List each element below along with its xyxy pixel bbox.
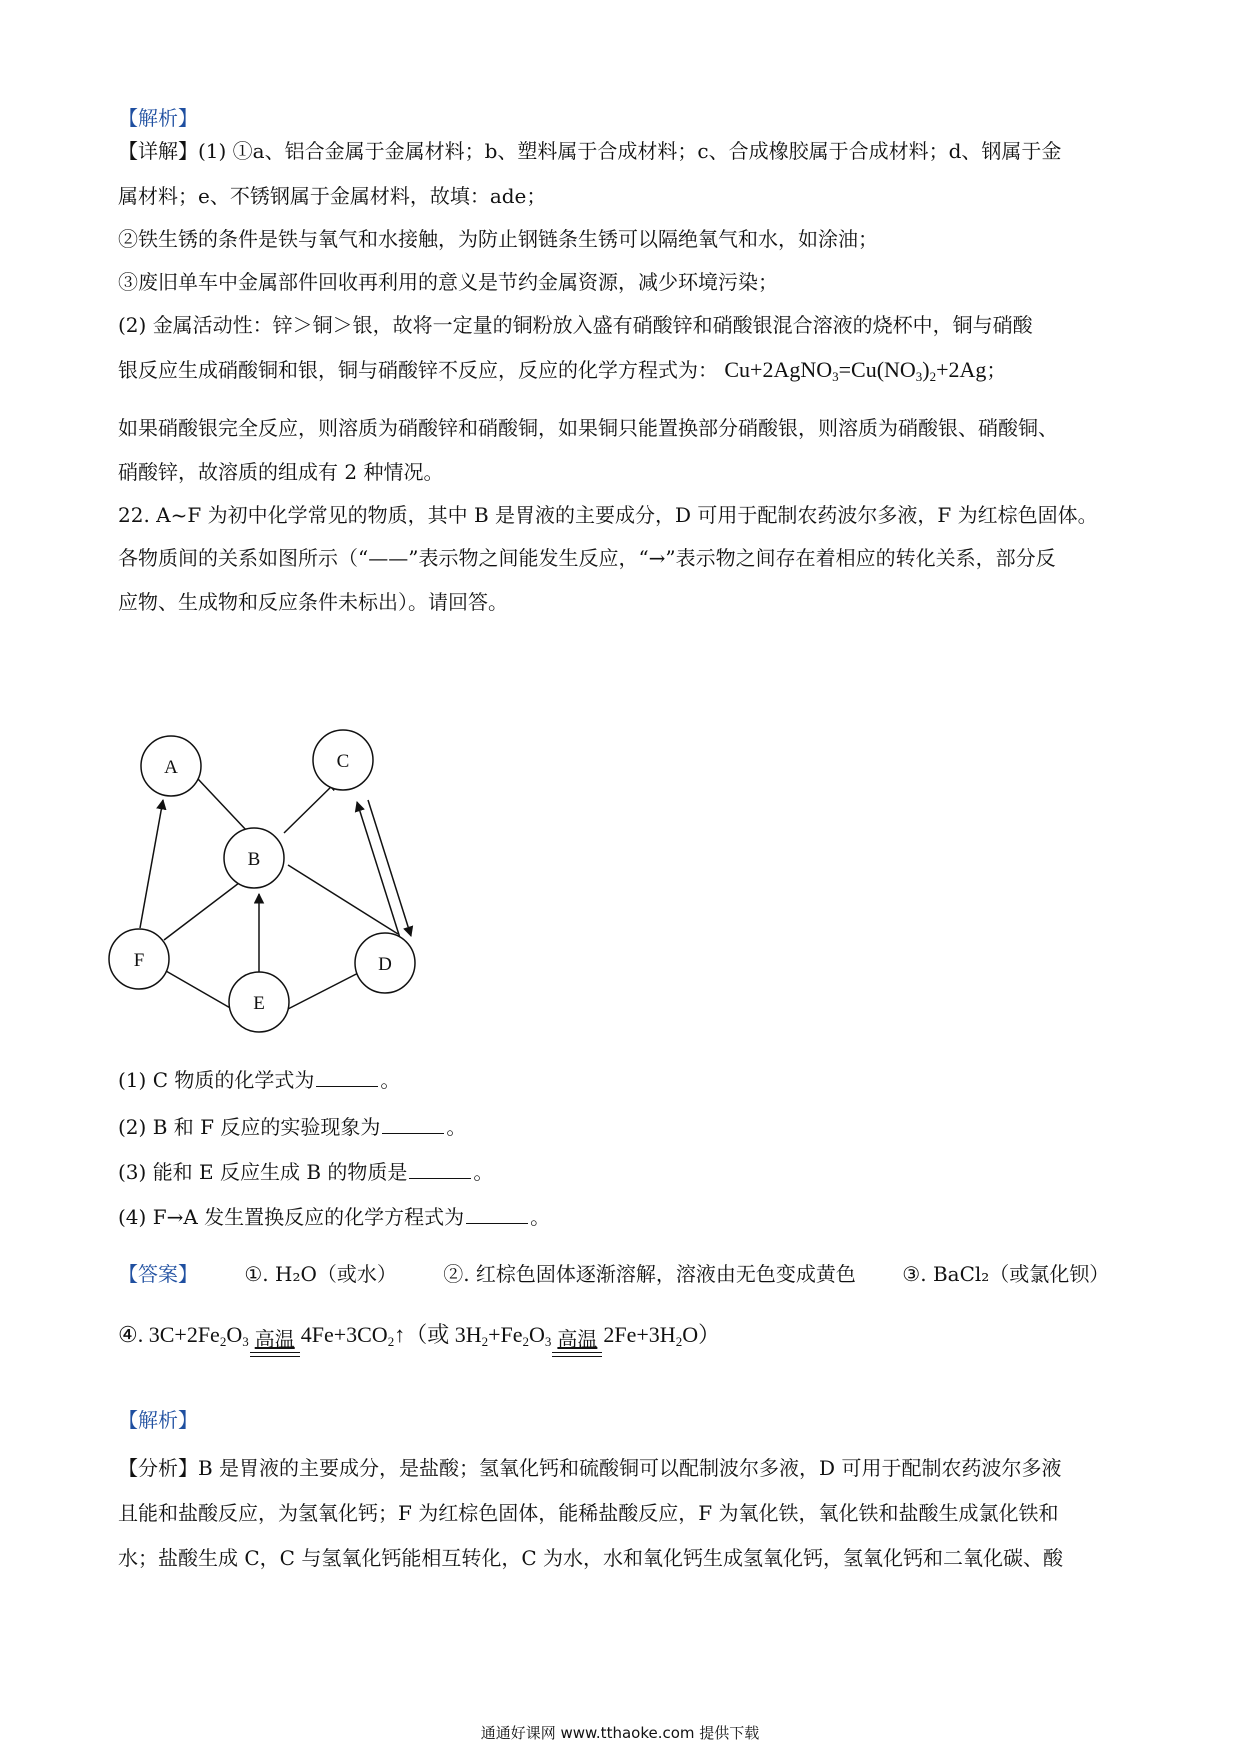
question-22-line-3: 应物、生成物和反应条件未标出）。请回答。 — [118, 590, 508, 614]
answer-option-3: ③. BaCl₂（或氯化钡） — [902, 1262, 1110, 1286]
edge-d-c — [357, 802, 400, 938]
detail-line-4: ③废旧单车中金属部件回收再利用的意义是节约金属资源，减少环境污染； — [118, 270, 778, 294]
answer-blank — [316, 1068, 378, 1087]
reaction-condition: 高温 — [250, 1329, 300, 1365]
edge-f-a — [140, 800, 163, 928]
reaction-condition: 高温 — [552, 1329, 602, 1365]
edge-c-d — [368, 800, 411, 936]
detail-line-7: 如果硝酸银完全反应，则溶质为硝酸锌和硝酸铜，如果铜只能置换部分硝酸银，则溶质为硝酸银、硝酸铜、 — [118, 416, 1058, 440]
node-label-b: B — [247, 849, 261, 870]
answer-blank — [382, 1115, 444, 1134]
answer-blank — [409, 1160, 471, 1179]
answer-option-4: ④. $3C+2Fe_2O_3$ 高温 $4Fe+3CO_2↑$（或 $3H_2+Fe_2O_3$ 高温 $2Fe+3H_2O$） — [118, 1320, 720, 1365]
edge-e-d — [288, 968, 368, 1009]
node-label-d: D — [378, 954, 392, 975]
detail-line-8: 硝酸锌，故溶质的组成有 2 种情况。 — [118, 460, 444, 484]
sub-question-1: (1) C 物质的化学式为 。 — [118, 1068, 401, 1092]
equation-hydrogen: $_2+Fe_2O_3$ 高温 $2Fe+3H_2O$） — [482, 1322, 721, 1347]
node-label-c: C — [336, 751, 350, 772]
question-22-line-1: 22. A~F 为初中化学常见的物质，其中 B 是胃液的主要成分，D 可用于配制农药波尔多液，F 为红棕色固体。 — [118, 503, 1098, 527]
sub-question-4: (4) F→A 发生置换反应的化学方程式为 。 — [118, 1205, 551, 1229]
answer-option-1: ①. H₂O（或水） — [244, 1262, 397, 1286]
answer-heading: 【答案】 — [118, 1262, 198, 1286]
detail-line-6-text: 银反应生成硝酸铜和银，铜与硝酸锌不反应，反应的化学方程式为： — [118, 358, 718, 382]
sub-question-3: (3) 能和 E 反应生成 B 的物质是 。 — [118, 1160, 494, 1184]
edge-b-c — [284, 781, 337, 833]
edge-a-b — [198, 779, 247, 831]
node-label-f: F — [133, 950, 145, 971]
answer-option-2: ②. 红棕色固体逐渐溶解，溶液由无色变成黄色 — [443, 1262, 856, 1286]
detail-line-6: 银反应生成硝酸铜和银，铜与硝酸锌不反应，反应的化学方程式为： $Cu+2AgNO_3=Cu(NO_3)_2+2Ag$； — [118, 357, 1007, 384]
edge-b-d — [288, 865, 398, 934]
analysis-line-1: 【分析】B 是胃液的主要成分，是盐酸；氢氧化钙和硫酸铜可以配制波尔多液，D 可用于配制农药波尔多液 — [118, 1456, 1062, 1480]
sub-question-2: (2) B 和 F 反应的实验现象为 。 — [118, 1115, 467, 1139]
question-22-line-2: 各物质间的关系如图所示（“——”表示物之间能发生反应，“→”表示物之间存在着相应的转化关系，部分反 — [118, 546, 1056, 570]
detail-line-3: ②铁生锈的条件是铁与氧气和水接触，为防止钢链条生锈可以隔绝氧气和水，如涂油； — [118, 227, 878, 251]
relationship-diagram — [100, 700, 480, 1050]
analysis-line-3: 水；盐酸生成 C，C 与氢氧化钙能相互转化，C 为水，水和氧化钙生成氢氧化钙，氢氧化钙和二氧化碳、酸 — [118, 1546, 1063, 1570]
analysis-heading: 【解析】 — [118, 106, 198, 130]
analysis-heading-2: 【解析】 — [118, 1408, 198, 1432]
cu-equation: $Cu+2AgNO_3=Cu(NO_3)_2+2Ag$ — [724, 357, 987, 384]
answer-line — [118, 1259, 1109, 1289]
detail-line-1: 【详解】(1) ①a、铝合金属于金属材料；b、塑料属于合成材料；c、合成橡胶属于合成材料；d、钢属于金 — [118, 139, 1062, 163]
detail-line-5: (2) 金属活动性：锌＞铜＞银，故将一定量的铜粉放入盛有硝酸锌和硝酸银混合溶液的烧杯中，铜与硝酸 — [118, 313, 1033, 337]
page-footer: 通通好课网 www.tthaoke.com 提供下载 — [480, 1724, 760, 1742]
equation-carbon: $3C+2Fe_2O_3$ 高温 $4Fe+3CO_2↑$ — [149, 1322, 405, 1347]
node-label-e: E — [253, 993, 265, 1014]
detail-line-2: 属材料；e、不锈钢属于金属材料，故填：ade； — [118, 184, 547, 208]
edge-f-e — [166, 971, 232, 1009]
analysis-line-2: 且能和盐酸反应，为氢氧化钙；F 为红棕色固体，能稀盐酸反应，F 为氧化铁，氧化铁和盐酸生成氯化铁和 — [118, 1501, 1059, 1525]
node-label-a: A — [164, 757, 178, 778]
answer-blank — [466, 1205, 528, 1224]
